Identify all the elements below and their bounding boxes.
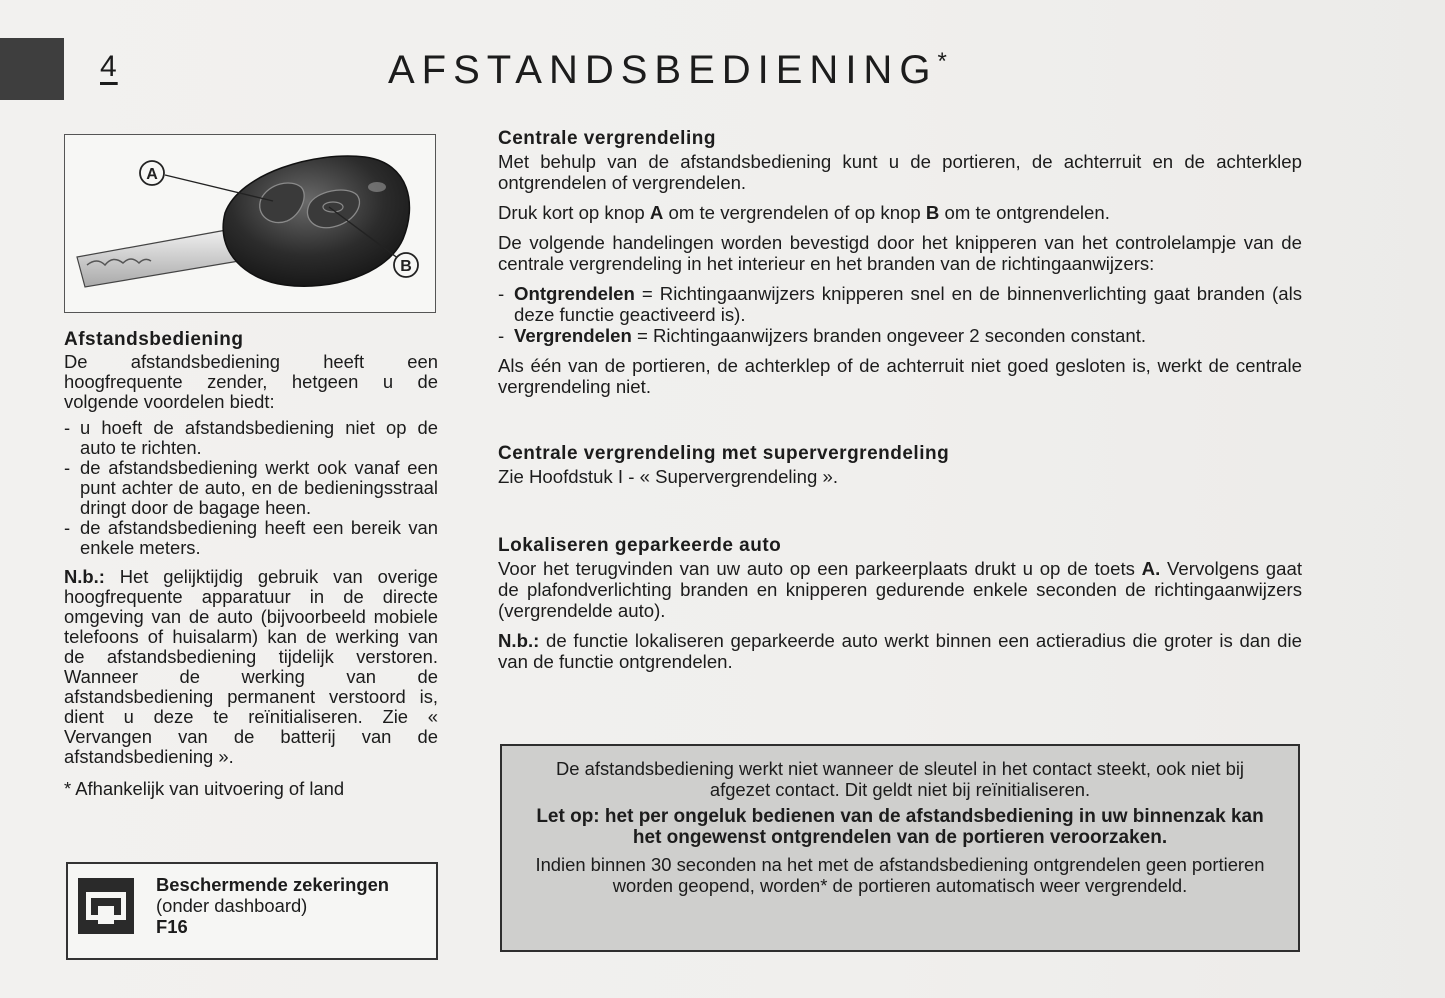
list-item	[498, 283, 1302, 325]
button-b-ref: B	[925, 202, 940, 223]
remote-advantages-list	[64, 418, 438, 558]
callout-b-label: B	[400, 258, 412, 275]
fuse-icon	[78, 878, 134, 934]
locate-car-text	[498, 558, 1302, 621]
text-fragment: om te ontgrendelen.	[939, 202, 1110, 223]
superlocking-heading: Centrale vergrendeling met supervergrendeling	[498, 443, 950, 464]
warning-text-2: Indien binnen 30 seconden na het met de afstandsbediening ontgrendelen geen portieren worden geopend, worden* de portieren automatisch weer vergrendeld.	[535, 854, 1265, 896]
central-locking-warning: Als één van de portieren, de achterklep of de achterruit niet goed gesloten is, werkt de centrale vergrendeling niet.	[498, 355, 1302, 397]
note-text: Het gelijktijdig gebruik van overige hoogfrequente apparatuur in de directe omgeving van de auto (bijvoorbeeld mobiele telefoons of huisalarm) kan de werking van de afstandsbediening tijdelijk verstoren. Wanneer de werking van de afstandsbediening permanent verstoord is, dient u deze te reïnitialiseren. Zie « Vervangen van de batterij van de afstandsbediening ».	[64, 566, 438, 767]
remote-key-illustration	[64, 134, 436, 313]
remote-note	[64, 567, 438, 767]
page-title-text: AFSTANDSBEDIENING	[388, 48, 938, 92]
warning-text-1: De afstandsbediening werkt niet wanneer de sleutel in het contact steekt, ook niet bij afgezet contact. Dit geldt niet bij reïnitialiseren.	[555, 758, 1245, 800]
unlock-label: Ontgrendelen	[514, 283, 635, 304]
right-column	[498, 128, 1302, 681]
locate-car-note	[498, 630, 1302, 672]
central-locking-heading: Centrale vergrendeling	[498, 128, 716, 149]
central-locking-buttons	[498, 202, 1302, 223]
fuse-code: F16	[156, 916, 188, 937]
text-fragment: Druk kort op knop	[498, 202, 650, 223]
text-fragment: Vervolgens gaat de plafondverlichting branden en knipperen gedurende enkele seconden de richtingaanwijzers (vergrendelde auto).	[498, 558, 1302, 621]
key-drawing	[65, 135, 435, 312]
warning-alert: Let op: het per ongeluk bedienen van de afstandsbediening in uw binnenzak kan het ongewenst ontgrendelen van de portieren veroorzaken.	[536, 806, 1264, 848]
superlocking-ref: Zie Hoofdstuk I - « Supervergrendeling ».	[498, 466, 839, 487]
note-label: N.b.:	[498, 630, 540, 651]
fuse-title: Beschermende zekeringen	[156, 874, 390, 895]
fuse-text	[156, 874, 389, 937]
lock-text: = Richtingaanwijzers branden ongeveer 2 seconden constant.	[631, 325, 1147, 346]
page-title	[388, 48, 947, 93]
page-number: 4	[100, 50, 118, 83]
central-locking-confirm: De volgende handelingen worden bevestigd door het knipperen van het controlelampje van de centrale vergrendeling in het interieur en het branden van de richtingaanwijzers:	[498, 232, 1302, 274]
fuse-location: (onder dashboard)	[156, 895, 308, 916]
note-label: N.b.:	[64, 566, 105, 587]
list-item: - de afstandsbediening heeft een bereik van enkele meters.	[64, 518, 438, 558]
lock-label: Vergrendelen	[514, 325, 632, 346]
text-fragment: Voor het terugvinden van uw auto op een parkeerplaats drukt u op de toets	[498, 558, 1142, 579]
button-a-ref: A.	[1141, 558, 1161, 579]
list-item: - u hoeft de afstandsbediening niet op de auto te richten.	[64, 418, 438, 458]
locate-car-heading: Lokaliseren geparkeerde auto	[498, 535, 782, 556]
text-fragment: om te vergrendelen of op knop	[663, 202, 926, 223]
note-text: de functie lokaliseren geparkeerde auto werkt binnen een actieradius die groter is dan die van de functie ontgrendelen.	[498, 630, 1302, 672]
button-a-ref: A	[649, 202, 664, 223]
page-title-asterisk: *	[937, 48, 947, 75]
remote-heading: Afstandsbediening	[64, 329, 244, 350]
warning-box	[500, 744, 1300, 952]
list-item: - de afstandsbediening werkt ook vanaf een punt achter de auto, en de bedieningsstraal dringt door de bagage heen.	[64, 458, 438, 518]
fuse-info-box	[66, 862, 438, 960]
list-item	[498, 325, 1302, 346]
unlock-text: = Richtingaanwijzers knipperen snel en de binnenverlichting gaat branden (als deze functie geactiveerd is).	[514, 283, 1302, 325]
remote-intro: De afstandsbediening heeft een hoogfrequente zender, hetgeen u de volgende voordelen biedt:	[64, 351, 438, 412]
central-locking-intro: Met behulp van de afstandsbediening kunt u de portieren, de achterruit en de achterklep ontgrendelen of vergrendelen.	[498, 151, 1302, 193]
locking-actions-list	[498, 283, 1302, 346]
chapter-tab	[0, 38, 64, 100]
callout-a-label: A	[146, 166, 158, 183]
left-column	[64, 330, 438, 805]
footnote: * Afhankelijk van uitvoering of land	[64, 778, 345, 799]
